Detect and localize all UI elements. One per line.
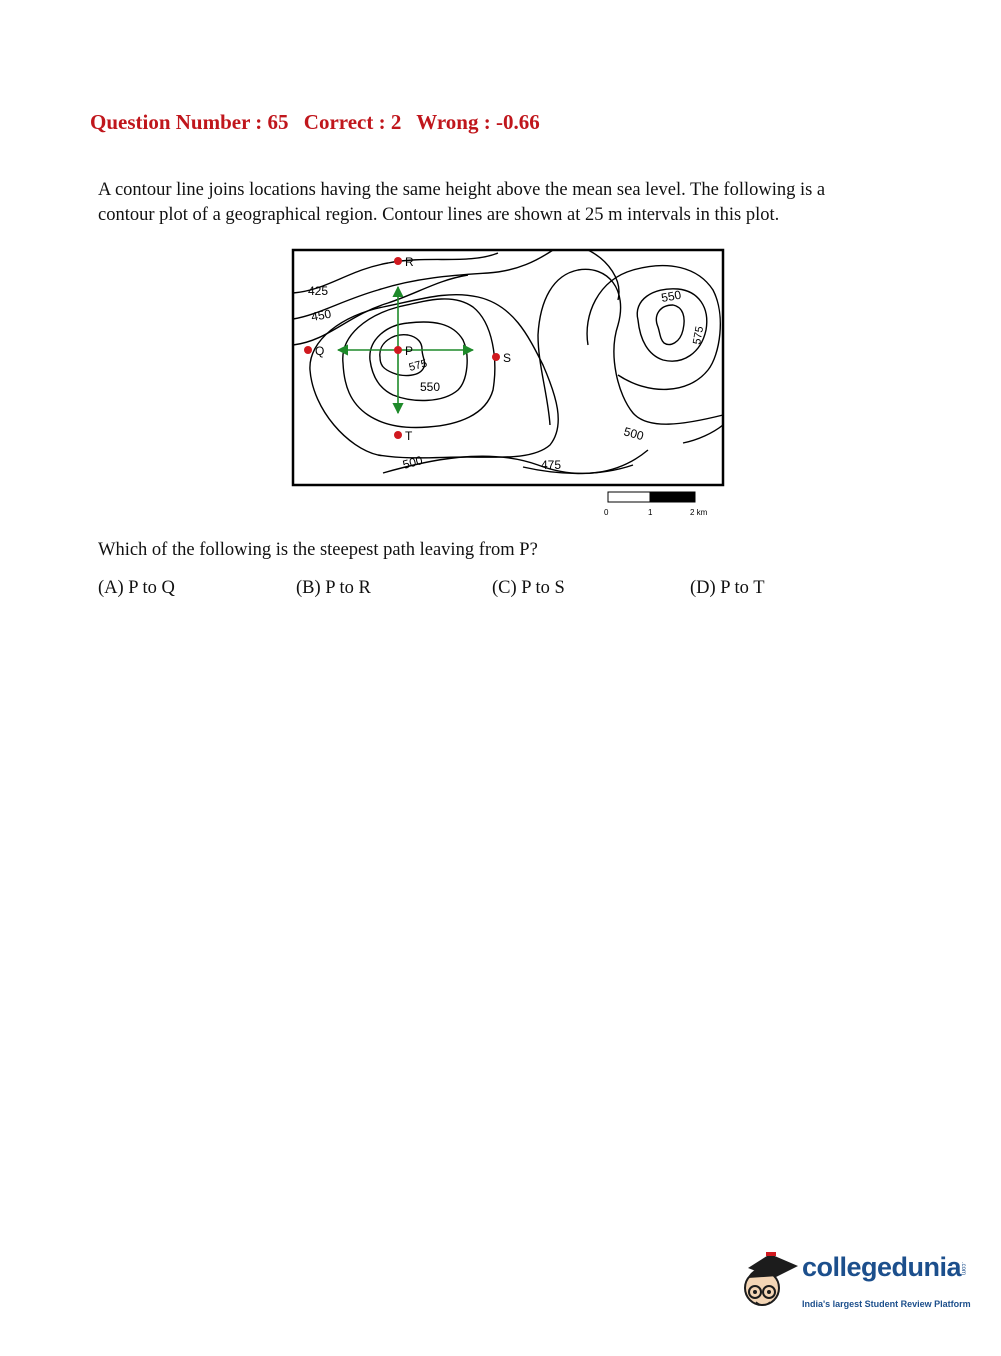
scale-bar — [604, 492, 708, 517]
point-s-label: S — [503, 351, 512, 365]
logo-name: collegedunia — [802, 1252, 962, 1282]
contour-plot — [288, 245, 728, 525]
label-500-right: 500 — [622, 424, 646, 444]
point-r — [394, 257, 402, 265]
label-575-right: 575 — [691, 325, 707, 346]
label-425: 425 — [308, 284, 329, 298]
question-line-1: A contour line joins locations having the same height above the mean sea level. The following is a — [98, 180, 826, 200]
scale-bar-black — [650, 492, 695, 502]
point-t — [394, 431, 402, 439]
collegedunia-logo — [740, 1248, 980, 1318]
label-575-left: 575 — [407, 357, 429, 374]
wrong-marks: Wrong : -0.66 — [416, 110, 540, 134]
scale-bar-white — [608, 492, 650, 502]
label-550-right: 550 — [660, 287, 683, 305]
question-line-2: contour plot of a geographical region. Contour lines are shown at 25 m intervals in this plot. — [98, 205, 780, 225]
label-450: 450 — [310, 306, 333, 324]
point-q-label: Q — [315, 344, 325, 358]
scale-label-1: 1 — [648, 508, 653, 517]
point-r-label: R — [405, 255, 414, 269]
logo-tagline: India's largest Student Review Platform — [802, 1299, 971, 1309]
label-500-bottom: 500 — [401, 453, 425, 472]
option-b[interactable]: (B) P to R — [296, 578, 371, 598]
plot-frame — [293, 250, 723, 485]
option-d[interactable]: (D) P to T — [690, 578, 765, 598]
option-a[interactable]: (A) P to Q — [98, 578, 175, 598]
prompt-text: Which of the following is the steepest path leaving from P? — [98, 540, 538, 560]
question-number: Question Number : 65 — [90, 110, 289, 134]
point-p-label: P — [405, 344, 414, 358]
scale-label-0: 0 — [604, 508, 609, 517]
logo-mascot-icon — [740, 1248, 800, 1318]
point-t-label: T — [405, 429, 413, 443]
contour-figure — [288, 245, 728, 530]
point-q — [304, 346, 312, 354]
point-p — [394, 346, 402, 354]
correct-marks: Correct : 2 — [303, 110, 402, 134]
logo-com: .com — [960, 1262, 966, 1276]
scale-label-2km: 2 km — [690, 508, 708, 517]
point-s — [492, 353, 500, 361]
option-c[interactable]: (C) P to S — [492, 578, 565, 598]
label-550-left: 550 — [420, 380, 441, 394]
label-475: 475 — [541, 458, 562, 472]
question-header — [90, 110, 550, 135]
question-text — [98, 178, 928, 228]
